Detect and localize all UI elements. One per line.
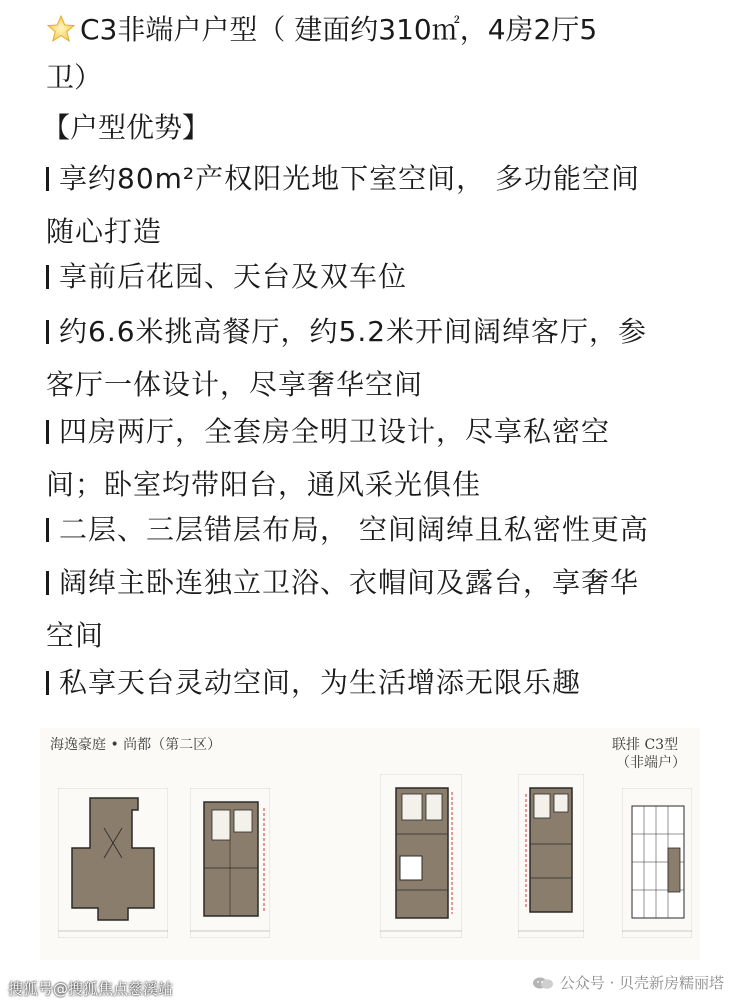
floor-plan-figure [40, 728, 700, 960]
feature-item-6: 阔绰主卧连独立卫浴、衣帽间及露台，享奢华 空间 [46, 566, 640, 652]
bullet-bar [46, 167, 49, 191]
feature-item-5: 二层、三层错层布局， 空间阔绰且私密性更高 [46, 503, 726, 556]
watermark-right: 公众号 · 贝壳新房糯丽塔 [532, 972, 724, 993]
star-icon [46, 14, 76, 44]
third-floor-plan [518, 774, 584, 938]
bullet-bar [46, 518, 49, 542]
bullet-bar [46, 420, 49, 444]
wechat-icon [532, 976, 554, 990]
bullet-bar [46, 571, 49, 595]
title-line-2: 卫） [46, 61, 103, 94]
feature-item-7: 私享天台灵动空间，为生活增添无限乐趣 [46, 656, 726, 709]
bullet-bar [46, 320, 49, 344]
figure-subtitle-line2: （非端户） [616, 755, 686, 771]
feature-item-3: 约6.6米挑高餐厅，约5.2米开间阔绰客厅，参 客厅一体设计，尽享奢华空间 [46, 315, 648, 401]
figure-subtitle-line1: 联排 C3型 [612, 737, 679, 753]
basement-plan [58, 788, 168, 938]
bullet-bar [46, 265, 49, 289]
roof-plan [622, 788, 692, 938]
feature-item-2: 享前后花园、天台及双车位 [46, 250, 726, 303]
feature-item-4: 四房两厅，全套房全明卫设计，尽享私密空 间；卧室均带阳台，通风采光俱佳 [46, 415, 611, 501]
section-heading: 【户型优势】 [42, 111, 211, 144]
watermark-left: 搜狐号@搜狐焦点慈溪站 [8, 980, 174, 998]
title-line-1: C3非端户户型（ 建面约310㎡，4房2厅5 [80, 13, 598, 46]
figure-title: 海逸豪庭 • 尚都（第二区） [50, 737, 222, 753]
feature-item-1: 享约80m²产权阳光地下室空间， 多功能空间 随心打造 [46, 162, 641, 248]
first-floor-plan [190, 788, 270, 938]
bullet-bar [46, 671, 49, 695]
second-floor-plan [380, 774, 462, 938]
